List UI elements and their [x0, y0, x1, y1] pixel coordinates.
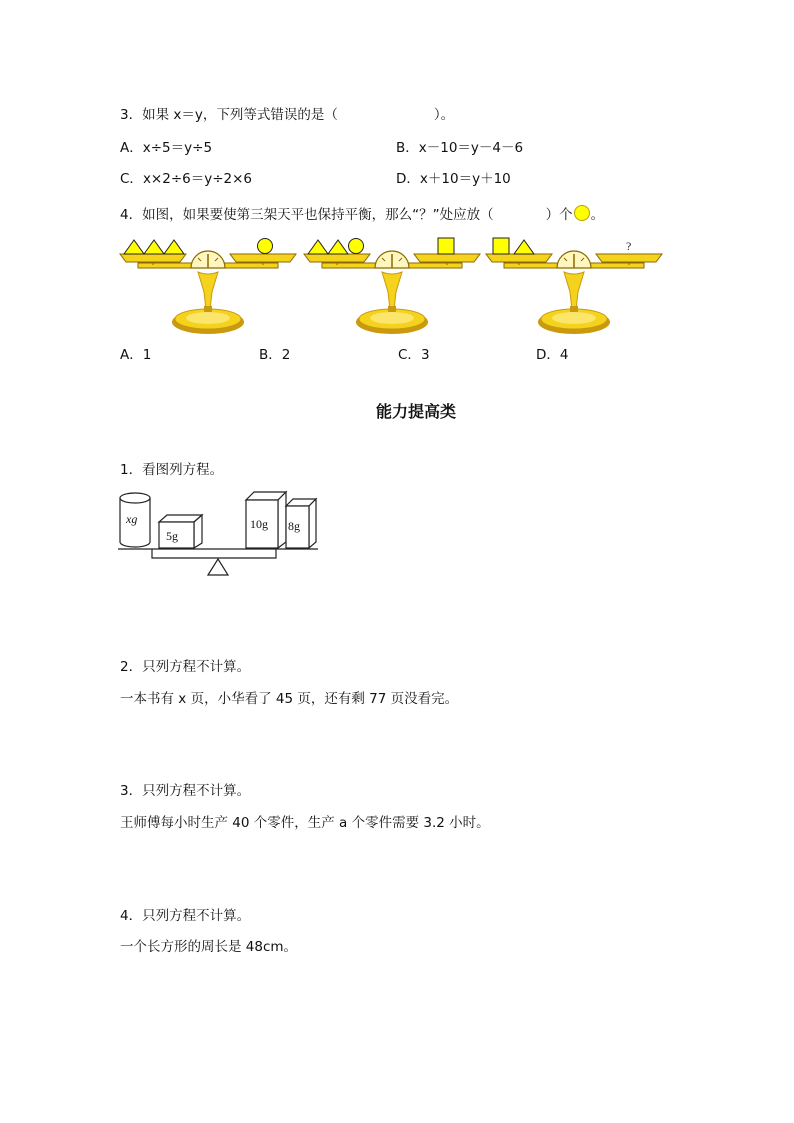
p2-number: 2． — [120, 659, 143, 675]
cylinder-weight — [120, 493, 150, 547]
circle-icon — [258, 239, 273, 254]
p4-text: 一个长方形的周长是 48cm。 — [120, 939, 298, 955]
lever-scale-figure — [116, 488, 326, 578]
p3-text: 王师傅每小时生产 40 个零件，生产 a 个零件需要 3.2 小时。 — [120, 815, 490, 831]
box-8g-weight — [286, 499, 316, 548]
box-10g-weight — [246, 492, 286, 548]
triangle-icon — [308, 240, 328, 254]
small-box-weight — [159, 515, 202, 548]
p3-instruction: 3．只列方程不计算。 — [120, 783, 251, 799]
q3-number: 3． — [120, 107, 143, 123]
q3-option-c[interactable]: C．x×2÷6＝y÷2×6 — [120, 171, 253, 187]
q4-option-a[interactable]: A．1 — [120, 347, 152, 363]
p2-instruction: 2．只列方程不计算。 — [120, 659, 251, 675]
triangle-icon — [514, 240, 534, 254]
q3-stem — [120, 103, 454, 123]
q4-stem — [120, 203, 604, 223]
p4-instruction: 4．只列方程不计算。 — [120, 908, 251, 924]
q4-stem-before: 如图，如果要使第三架天平也保持平衡，那么“？”处应放（ — [142, 207, 494, 223]
small-box-label: 5g — [166, 529, 178, 543]
q3-option-b[interactable]: B．x－10＝y－4－6 — [396, 140, 524, 156]
balance-scales-figure — [118, 232, 678, 337]
q4-number: 4． — [120, 207, 143, 223]
section-title: 能力提高类 — [376, 402, 457, 421]
circle-icon — [349, 239, 364, 254]
cylinder-label: xg — [126, 512, 138, 526]
q3-stem-before: 如果 x＝y，下列等式错误的是（ — [142, 107, 338, 123]
fulcrum-triangle — [208, 559, 228, 575]
p1-text: 看图列方程。 — [142, 462, 224, 478]
p1-number: 1． — [120, 462, 143, 478]
p1-stem — [120, 458, 223, 478]
box-10g-label: 10g — [250, 517, 268, 531]
box-8g-label: 8g — [288, 519, 300, 533]
q4-option-c[interactable]: C．3 — [398, 347, 430, 363]
square-icon — [438, 238, 454, 254]
q4-stem-after: ）个 — [545, 207, 573, 223]
q4-stem-end: 。 — [590, 207, 605, 223]
p3-number: 3． — [120, 783, 143, 799]
square-icon — [493, 238, 509, 254]
triangle-icon — [124, 240, 144, 254]
balance-scale-3 — [486, 238, 662, 334]
triangle-icon — [144, 240, 164, 254]
balance-scale-1 — [120, 239, 296, 335]
q4-option-d[interactable]: D．4 — [536, 347, 569, 363]
p2-text: 一本书有 x 页，小华看了 45 页，还有剩 77 页没看完。 — [120, 691, 459, 707]
triangle-icon — [328, 240, 348, 254]
q4-option-b[interactable]: B．2 — [259, 347, 291, 363]
balance-scale-2 — [304, 238, 480, 334]
triangle-icon — [164, 240, 184, 254]
q3-option-a[interactable]: A．x÷5＝y÷5 — [120, 140, 213, 156]
question-mark: ? — [626, 239, 632, 253]
circle-icon — [574, 205, 590, 221]
p4-number: 4． — [120, 908, 143, 924]
q3-stem-after: ）。 — [433, 107, 455, 123]
q3-option-d[interactable]: D．x＋10＝y＋10 — [396, 171, 511, 187]
